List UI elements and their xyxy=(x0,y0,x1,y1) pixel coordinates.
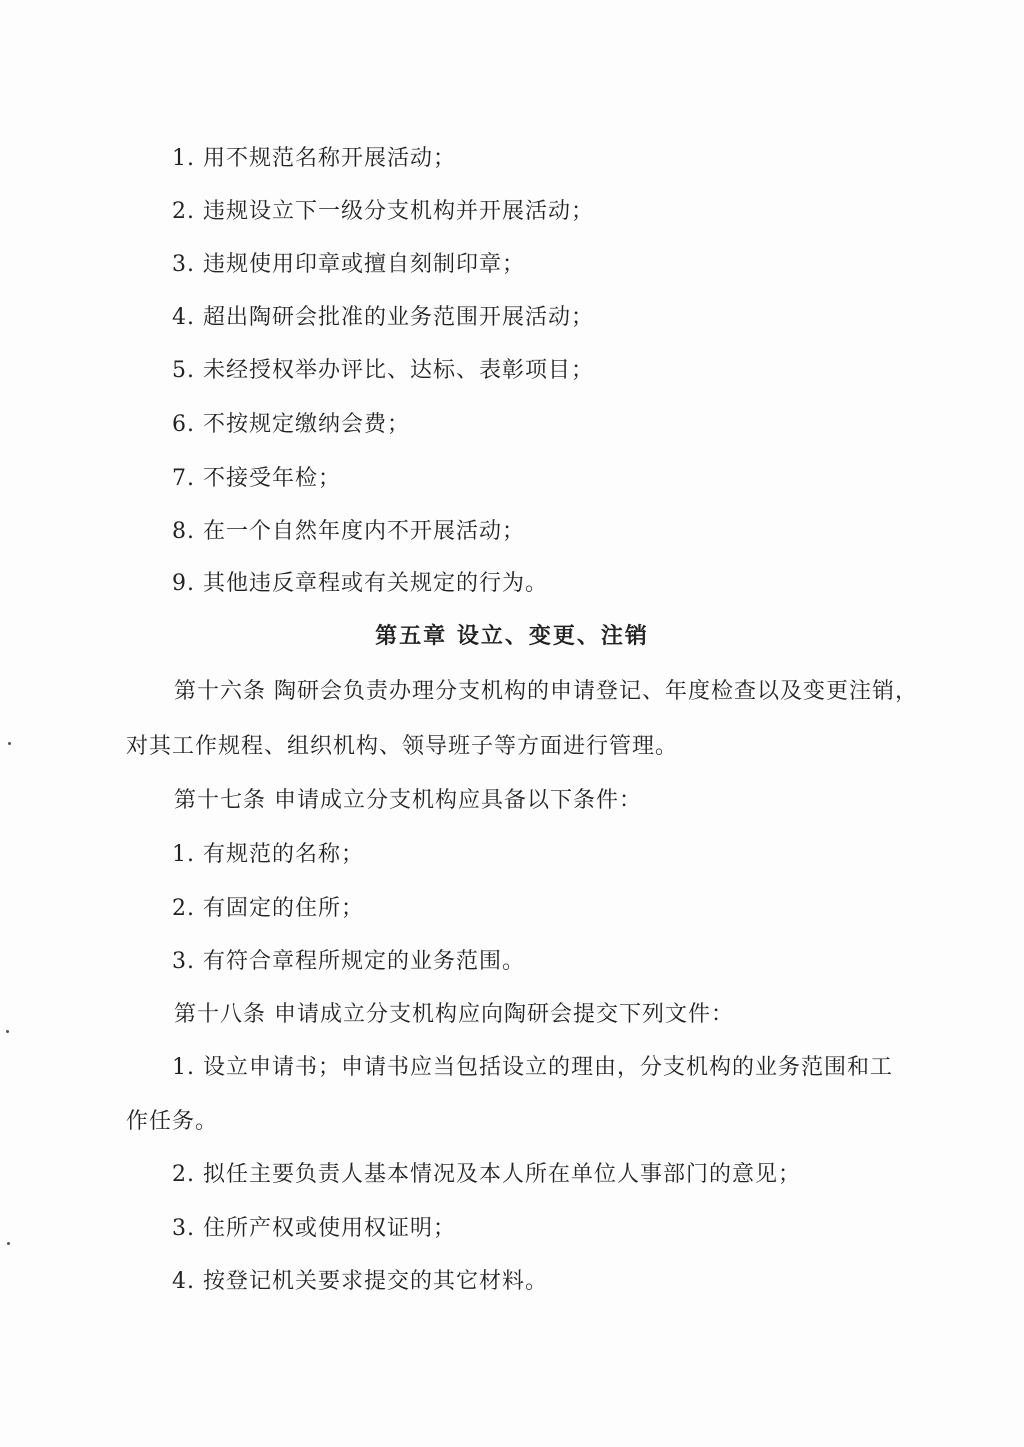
list-item: 3. 有符合章程所规定的业务范围。 xyxy=(172,949,525,974)
list-item: 9. 其他违反章程或有关规定的行为。 xyxy=(172,571,548,596)
list-item: 1. 有规范的名称； xyxy=(172,842,364,867)
list-item: 1. 设立申请书；申请书应当包括设立的理由，分支机构的业务范围和工 xyxy=(172,1055,893,1080)
article-16-line-1: 第十六条 陶研会负责办理分支机构的申请登记、年度检查以及变更注销， xyxy=(174,679,918,704)
scan-speck xyxy=(7,1242,10,1245)
list-item: 2. 违规设立下一级分支机构并开展活动； xyxy=(172,199,594,224)
chapter-heading: 第五章 设立、变更、注销 xyxy=(375,624,649,649)
list-item: 4. 超出陶研会批准的业务范围开展活动； xyxy=(172,305,594,330)
article-17-intro: 第十七条 申请成立分支机构应具备以下条件： xyxy=(174,788,642,813)
list-item: 5. 未经授权举办评比、达标、表彰项目； xyxy=(172,358,594,383)
list-item-continuation: 作任务。 xyxy=(126,1109,219,1134)
list-item: 3. 违规使用印章或擅自刻制印章； xyxy=(172,252,525,277)
list-item: 2. 拟任主要负责人基本情况及本人所在单位人事部门的意见； xyxy=(172,1162,801,1187)
article-18-intro: 第十八条 申请成立分支机构应向陶研会提交下列文件： xyxy=(174,1002,734,1027)
article-16-line-2: 对其工作规程、组织机构、领导班子等方面进行管理。 xyxy=(126,734,679,759)
list-item: 1. 用不规范名称开展活动； xyxy=(172,146,456,171)
list-item: 4. 按登记机关要求提交的其它材料。 xyxy=(172,1269,548,1294)
list-item: 2. 有固定的住所； xyxy=(172,896,364,921)
scan-speck xyxy=(8,742,11,745)
list-item: 3. 住所产权或使用权证明； xyxy=(172,1216,456,1241)
list-item: 6. 不按规定缴纳会费； xyxy=(172,412,410,437)
scan-speck xyxy=(6,1030,9,1033)
list-item: 7. 不接受年检； xyxy=(172,466,341,491)
list-item: 8. 在一个自然年度内不开展活动； xyxy=(172,519,525,544)
